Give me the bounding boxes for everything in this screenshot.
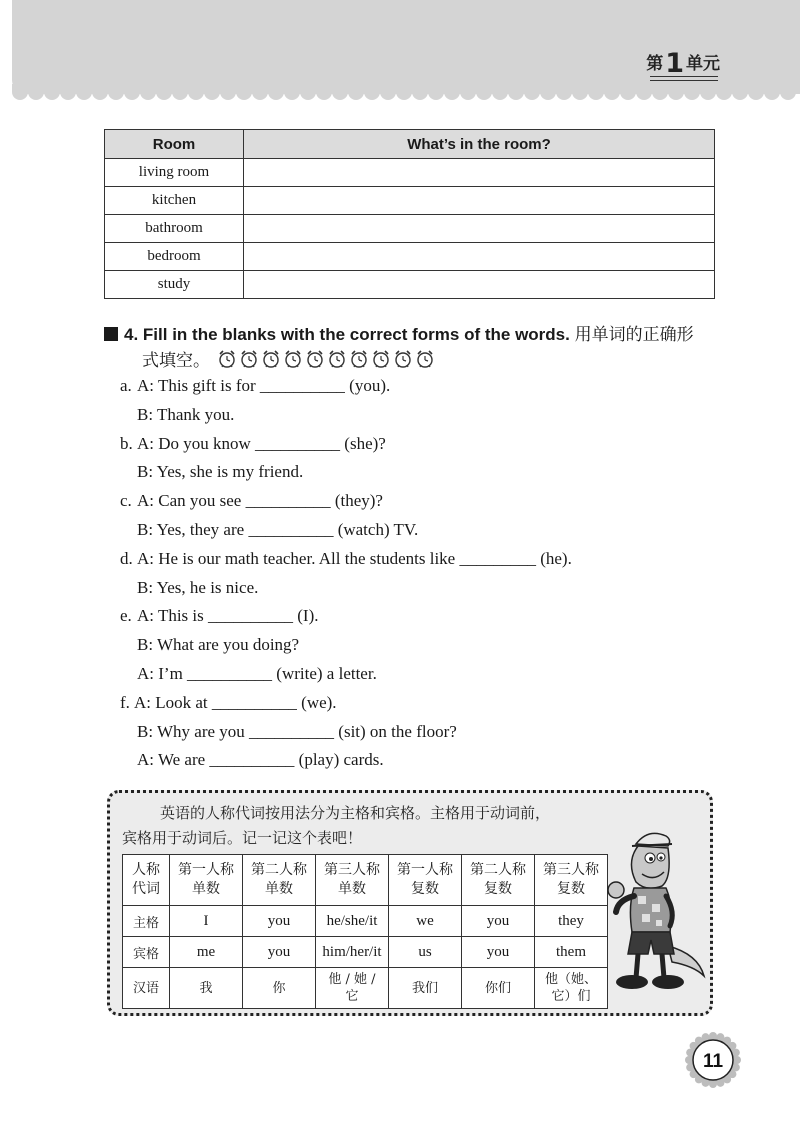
unit-suffix: 单元 [686, 54, 720, 74]
section-bullet-square [104, 327, 118, 341]
section-number: 4. [124, 325, 139, 344]
table-row [123, 937, 608, 968]
exercise-text: A: I’m __________ (write) a letter. [137, 664, 377, 683]
alarm-clock-icon [349, 349, 369, 369]
alarm-clock-icon [217, 349, 237, 369]
table-row [105, 243, 715, 271]
table-row [105, 187, 715, 215]
header-line: 复数 [411, 881, 439, 897]
exercise-text: B: Yes, they are __________ (watch) TV. [137, 520, 419, 539]
exercise-text: A: Can you see __________ (they)? [137, 491, 383, 511]
header-cell [535, 855, 608, 906]
exercise-text: B: Yes, she is my friend. [137, 462, 304, 482]
header-line: 第三人称 [324, 862, 380, 878]
unit-number: 1 [665, 48, 684, 79]
pronoun-cell: he/she/it [316, 906, 389, 937]
header-line: 单数 [192, 881, 220, 897]
row-label: 汉语 [123, 968, 170, 1009]
exercise-label: d. [120, 548, 133, 568]
alarm-clock-icon [305, 349, 325, 369]
room-name: kitchen [105, 187, 244, 215]
pronoun-cell: 他 / 她 / 它 [316, 968, 389, 1009]
pronoun-cell: you [462, 906, 535, 937]
header-line: 复数 [484, 881, 512, 897]
alarm-clock-icon [415, 349, 435, 369]
header-line: 第一人称 [178, 862, 234, 878]
header-line: 复数 [557, 881, 585, 897]
header-line: 第三人称 [543, 862, 599, 878]
exercise-text: A: He is our math teacher. All the students like _________ (he). [137, 548, 572, 568]
exercise-text: A: Look at __________ (we). [134, 692, 337, 712]
table-row [105, 215, 715, 243]
pronoun-cell: me [170, 937, 243, 968]
table-row [105, 159, 715, 187]
room-table-header [105, 130, 715, 159]
room-name: bathroom [105, 215, 244, 243]
header-line: 人称 [132, 862, 160, 878]
exercise-label: f. [120, 692, 130, 712]
exercise-label: a. [120, 376, 132, 395]
row-label: 宾格 [123, 937, 170, 968]
pronoun-cell: 你 [243, 968, 316, 1009]
room-column-header: Room [105, 130, 244, 159]
pronoun-table [122, 854, 608, 1009]
exercise-text: B: Yes, he is nice. [137, 577, 259, 597]
exercise-label: c. [120, 491, 132, 511]
answer-cell[interactable] [244, 187, 715, 215]
exercise-text: B: What are you doing? [137, 635, 300, 655]
exercise-text: A: This gift is for __________ (you). [137, 376, 391, 395]
difficulty-clocks [217, 349, 437, 377]
pronoun-cell: them [535, 937, 608, 968]
section-title-zh-a: 用单词的正确形 [574, 325, 694, 345]
section-title-zh-b: 式填空。 [142, 351, 210, 371]
room-name: bedroom [105, 243, 244, 271]
page-number-badge [685, 1032, 741, 1088]
header-line: 单数 [265, 881, 293, 897]
header-scallop-edge [0, 84, 800, 104]
answer-cell[interactable] [244, 159, 715, 187]
exercise-label: b. [120, 433, 133, 453]
exercise-text: A: We are __________ (play) cards. [137, 750, 384, 770]
header-line: 代词 [132, 881, 160, 897]
pronoun-table-header [123, 855, 608, 906]
pronoun-cell: we [389, 906, 462, 937]
room-table [104, 129, 715, 299]
pronoun-cell: 我 [170, 968, 243, 1009]
mascot-illustration [606, 826, 706, 996]
contents-column-header: What’s in the room? [244, 130, 715, 159]
alarm-clock-icon [393, 349, 413, 369]
exercise-text: A: This is __________ (I). [137, 606, 319, 626]
header-line: 第二人称 [470, 862, 526, 878]
answer-cell[interactable] [244, 271, 715, 299]
room-name: study [105, 271, 244, 299]
note-line-1: 英语的人称代词按用法分为主格和宾格。主格用于动词前， [160, 804, 551, 822]
header-cell [123, 855, 170, 906]
section-title-en: Fill in the blanks with the correct forms of the words. [142, 325, 570, 344]
exercise-text: B: Thank you. [137, 404, 235, 424]
pronoun-cell: 他（她、它）们 [535, 968, 608, 1009]
header-line: 第一人称 [397, 862, 453, 878]
unit-prefix: 第 [646, 54, 664, 74]
unit-label [646, 48, 720, 79]
pronoun-cell: him/her/it [316, 937, 389, 968]
header-line: 单数 [338, 881, 366, 897]
header-line: 第二人称 [251, 862, 307, 878]
header-cell [316, 855, 389, 906]
exercise-label: e. [120, 606, 132, 626]
pronoun-cell: 我们 [389, 968, 462, 1009]
row-label: 主格 [123, 906, 170, 937]
pronoun-cell: us [389, 937, 462, 968]
section-4-heading [104, 322, 724, 377]
alarm-clock-icon [283, 349, 303, 369]
pronoun-cell: they [535, 906, 608, 937]
pronoun-cell: you [243, 906, 316, 937]
header-cell [462, 855, 535, 906]
alarm-clock-icon [327, 349, 347, 369]
exercise-text: B: Why are you __________ (sit) on the floor? [137, 721, 457, 741]
alarm-clock-icon [261, 349, 281, 369]
header-cell [243, 855, 316, 906]
room-name: living room [105, 159, 244, 187]
table-row [105, 271, 715, 299]
table-row [123, 906, 608, 937]
table-row [123, 968, 608, 1009]
page-number: 11 [702, 1051, 724, 1072]
pronoun-cell: 你们 [462, 968, 535, 1009]
pronoun-cell: I [170, 906, 243, 937]
alarm-clock-icon [239, 349, 259, 369]
alarm-clock-icon [371, 349, 391, 369]
grammar-note-text [122, 801, 622, 851]
unit-underline [650, 76, 718, 81]
header-cell [389, 855, 462, 906]
answer-cell[interactable] [244, 243, 715, 271]
pronoun-cell: you [243, 937, 316, 968]
note-line-2: 宾格用于动词后。记一记这个表吧！ [122, 829, 363, 847]
answer-cell[interactable] [244, 215, 715, 243]
header-cell [170, 855, 243, 906]
pronoun-cell: you [462, 937, 535, 968]
exercise-text: A: Do you know __________ (she)? [137, 433, 386, 453]
